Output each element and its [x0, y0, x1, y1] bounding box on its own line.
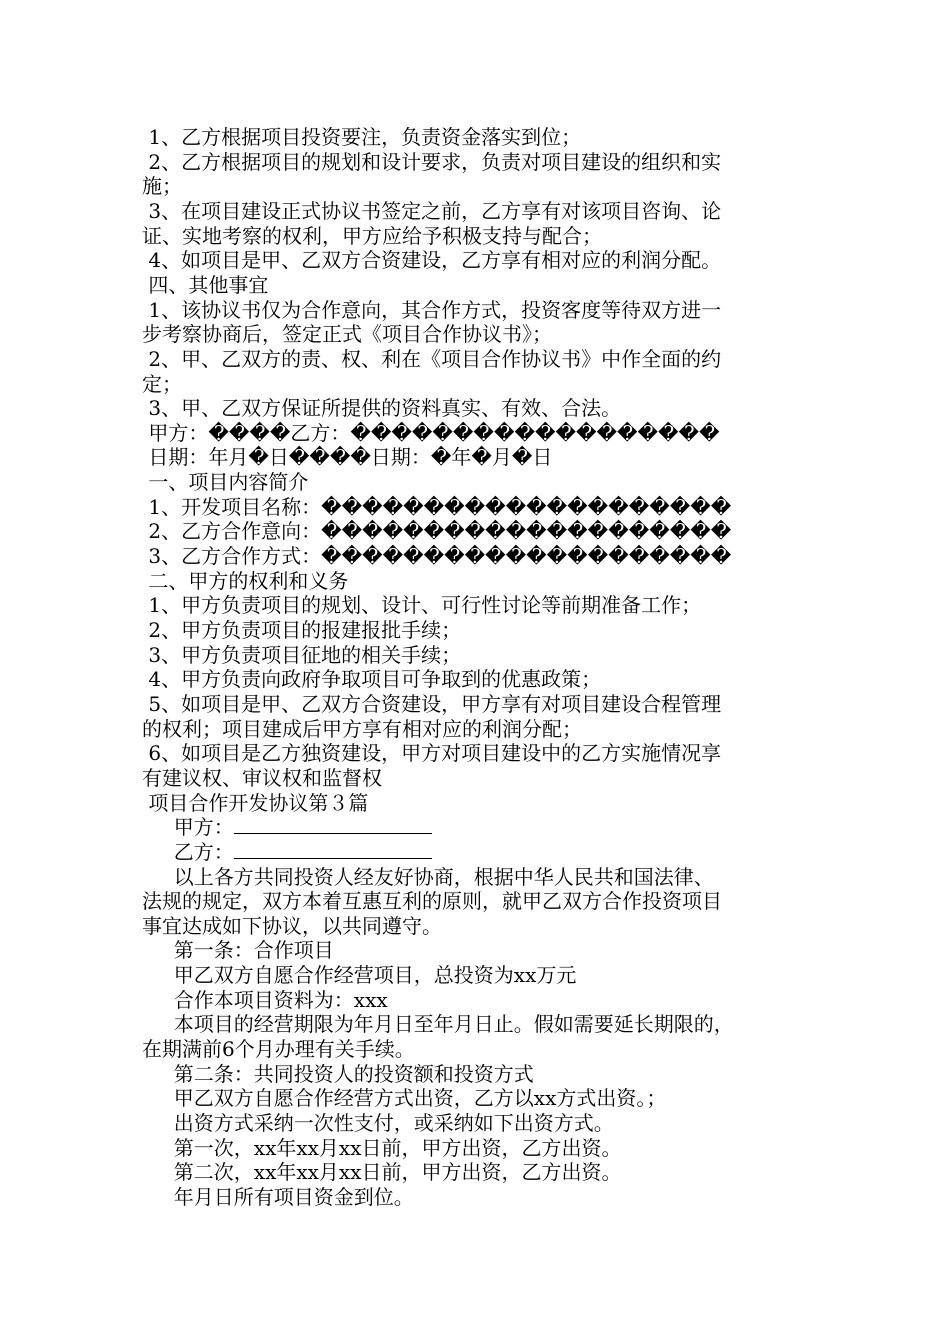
line-text: 2、乙方根据项目的规划和设计要求，负责对项目建设的组织和实 — [142, 149, 722, 174]
fill-in-blank — [234, 815, 432, 834]
document-line — [142, 248, 721, 272]
line-text: 有建议权、审议权和监督权 — [142, 765, 382, 790]
line-text: 出资方式采纳一次性支付，或采纳如下出资方式。 — [142, 1111, 614, 1135]
line-text: 4、甲方负责向政府争取项目可争取到的优惠政策； — [142, 667, 602, 692]
line-text: 日期：年月�日����日期：�年�月�日 — [142, 445, 553, 470]
document-line — [142, 199, 721, 223]
document-line — [142, 1037, 415, 1061]
line-text: 2、乙方合作意向：�������������������� — [142, 519, 732, 544]
document-line — [142, 396, 621, 420]
line-text: 在期满前6个月办理有关手续。 — [142, 1037, 415, 1062]
line-text: 第一条：合作项目 — [142, 938, 334, 963]
document-line — [142, 322, 552, 346]
fill-in-blank — [234, 840, 432, 859]
document-line — [142, 445, 552, 469]
line-text: 甲乙双方自愿合作经营项目，总投资为xx万元 — [142, 963, 577, 988]
line-text: 甲方： — [142, 815, 234, 840]
document-line — [142, 569, 348, 593]
document-line — [142, 692, 721, 716]
line-text: 6、如项目是乙方独资建设，甲方对项目建设中的乙方实施情况享 — [142, 741, 722, 766]
document-line — [142, 421, 720, 445]
document-line — [142, 963, 576, 987]
line-text: 4、如项目是甲、乙双方合资建设，乙方享有相对应的利润分配。 — [142, 248, 722, 273]
line-text: 定； — [142, 371, 182, 396]
line-text: 事宜达成如下协议，以共同遵守。 — [142, 913, 442, 938]
document-line — [142, 519, 731, 543]
line-text: 一、项目内容简介 — [142, 470, 309, 495]
line-text: 项目合作开发协议第３篇 — [142, 790, 369, 815]
document-line — [142, 495, 731, 519]
line-text: 第二次，xx年xx月xx日前，甲方出资，乙方出资。 — [142, 1160, 622, 1185]
line-text: 1、甲方负责项目的规划、设计、可行性讨论等前期准备工作； — [142, 593, 702, 618]
line-text: 乙方： — [142, 839, 234, 864]
document-line — [142, 125, 581, 149]
document-line — [142, 372, 182, 396]
document-line — [142, 174, 182, 198]
document-line — [142, 593, 701, 617]
document-line — [142, 1111, 614, 1135]
document-line — [142, 347, 721, 371]
line-text: 5、如项目是甲、乙双方合资建设，甲方享有对项目建设合程管理 — [142, 691, 722, 716]
document-line — [142, 741, 721, 765]
document-line — [142, 1136, 621, 1160]
line-text: 四、其他事宜 — [142, 272, 269, 297]
document-line — [142, 889, 722, 913]
line-text: 2、甲、乙双方的责、权、利在《项目合作协议书》中作全面的约 — [142, 346, 722, 371]
document-line — [142, 1062, 534, 1086]
line-text: 第一次，xx年xx月xx日前，甲方出资，乙方出资。 — [142, 1135, 622, 1160]
line-text: 1、开发项目名称：�������������������� — [142, 494, 732, 519]
document-line — [142, 667, 601, 691]
line-text: 证、实地考察的权利，甲方应给予积极支持与配合； — [142, 223, 602, 248]
line-text: 二、甲方的权利和义务 — [142, 568, 349, 593]
line-text: 法规的规定，双方本着互惠互利的原则，就甲乙双方合作投资项目 — [142, 889, 722, 914]
line-text: 1、乙方根据项目投资要注，负责资金落实到位； — [142, 125, 582, 149]
line-text: 的权利；项目建成后甲方享有相对应的利润分配； — [142, 716, 582, 741]
line-text: 步考察协商后，签定正式《项目合作协议书》； — [142, 322, 552, 347]
document-line — [142, 1160, 621, 1184]
line-text: 合作本项目资料为：xxx — [142, 987, 388, 1012]
document-line — [142, 914, 442, 938]
document-line — [142, 224, 602, 248]
document-line — [142, 273, 268, 297]
document-line — [142, 865, 714, 889]
line-text: 施； — [142, 174, 182, 199]
document-line — [142, 988, 388, 1012]
line-text: 第二条：共同投资人的投资额和投资方式 — [142, 1061, 534, 1086]
document-line — [142, 618, 461, 642]
document-line — [142, 150, 721, 174]
document-line — [142, 815, 432, 839]
document-line — [142, 643, 461, 667]
line-text: 甲方：����乙方：������������������ — [142, 420, 720, 445]
line-text: 2、甲方负责项目的报建报批手续； — [142, 618, 462, 642]
document-line — [142, 470, 308, 494]
line-text: 以上各方共同投资人经友好协商，根据中华人民共和国法律、 — [142, 864, 714, 889]
line-text: 1、该协议书仅为合作意向，其合作方式，投资客度等待双方进一 — [142, 297, 722, 322]
document-line — [142, 938, 334, 962]
document-line — [142, 766, 382, 790]
document-line — [142, 1185, 414, 1209]
document-line — [142, 1086, 666, 1110]
document-line — [142, 298, 721, 322]
line-text: 3、乙方合作方式：�������������������� — [142, 544, 732, 569]
line-text: 3、甲、乙双方保证所提供的资料真实、有效、合法。 — [142, 396, 622, 421]
line-text: 3、在项目建设正式协议书签定之前，乙方享有对该项目咨询、论 — [142, 198, 722, 223]
document-line — [142, 1012, 734, 1036]
document-line — [142, 840, 432, 864]
line-text: 本项目的经营期限为年月日至年月日止。假如需要延长期限的， — [142, 1012, 734, 1037]
line-text: 甲乙双方自愿合作经营方式出资，乙方以xx方式出资。； — [142, 1086, 667, 1111]
document-line — [142, 791, 368, 815]
document-line — [142, 544, 731, 568]
document-line — [142, 717, 582, 741]
line-text: 年月日所有项目资金到位。 — [142, 1184, 414, 1209]
line-text: 3、甲方负责项目征地的相关手续； — [142, 642, 462, 667]
